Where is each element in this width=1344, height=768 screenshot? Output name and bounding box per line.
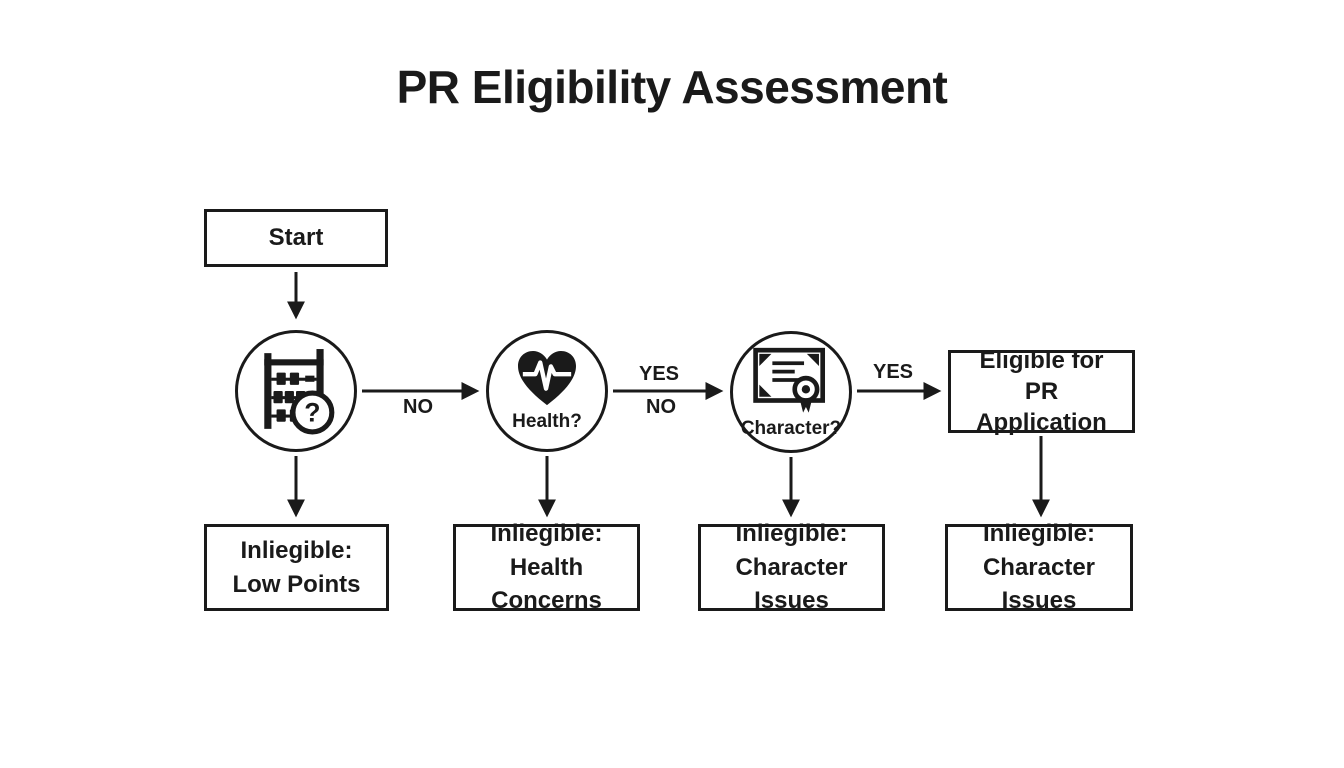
eligible-node-label: Eligible for PR Application <box>976 346 1107 437</box>
outcome-line2: Character Issues <box>735 553 848 615</box>
outcome-line1: Inliegible: <box>982 520 1095 548</box>
health-node-label: Health? <box>512 410 582 432</box>
outcome-line1: Inliegible: <box>490 520 603 548</box>
edge-label-yes: YES <box>872 361 914 383</box>
outcome-line2: Low Points <box>232 570 361 598</box>
outcome-line2: Health Concerns <box>491 553 602 615</box>
certificate-icon <box>750 345 832 415</box>
abacus-question-icon <box>256 347 336 435</box>
svg-text:?: ? <box>304 397 321 428</box>
outcome-line1: Inliegible: <box>735 520 848 548</box>
edge-label-no: NO <box>646 396 676 418</box>
outcome-health-concerns <box>453 520 640 615</box>
outcome-line2: Character Issues <box>982 553 1096 615</box>
heart-pulse-icon <box>515 350 579 408</box>
health-check-node <box>486 330 608 452</box>
start-node-label: Start <box>268 224 324 251</box>
page-title: PR Eligibility Assessment <box>396 61 948 113</box>
edge-label-yes: YES <box>638 363 680 385</box>
outcome-line1: Inliegible: <box>240 536 353 564</box>
start-node <box>204 209 388 267</box>
outcome-character-issues <box>945 520 1133 615</box>
points-check-node <box>235 330 357 452</box>
outcome-character-issues <box>698 520 885 615</box>
edge-label-no: NO <box>403 396 433 418</box>
eligible-node <box>948 346 1135 437</box>
outcome-low-points <box>204 524 389 611</box>
character-node-label: Character? <box>740 417 842 439</box>
character-check-node <box>730 331 852 453</box>
